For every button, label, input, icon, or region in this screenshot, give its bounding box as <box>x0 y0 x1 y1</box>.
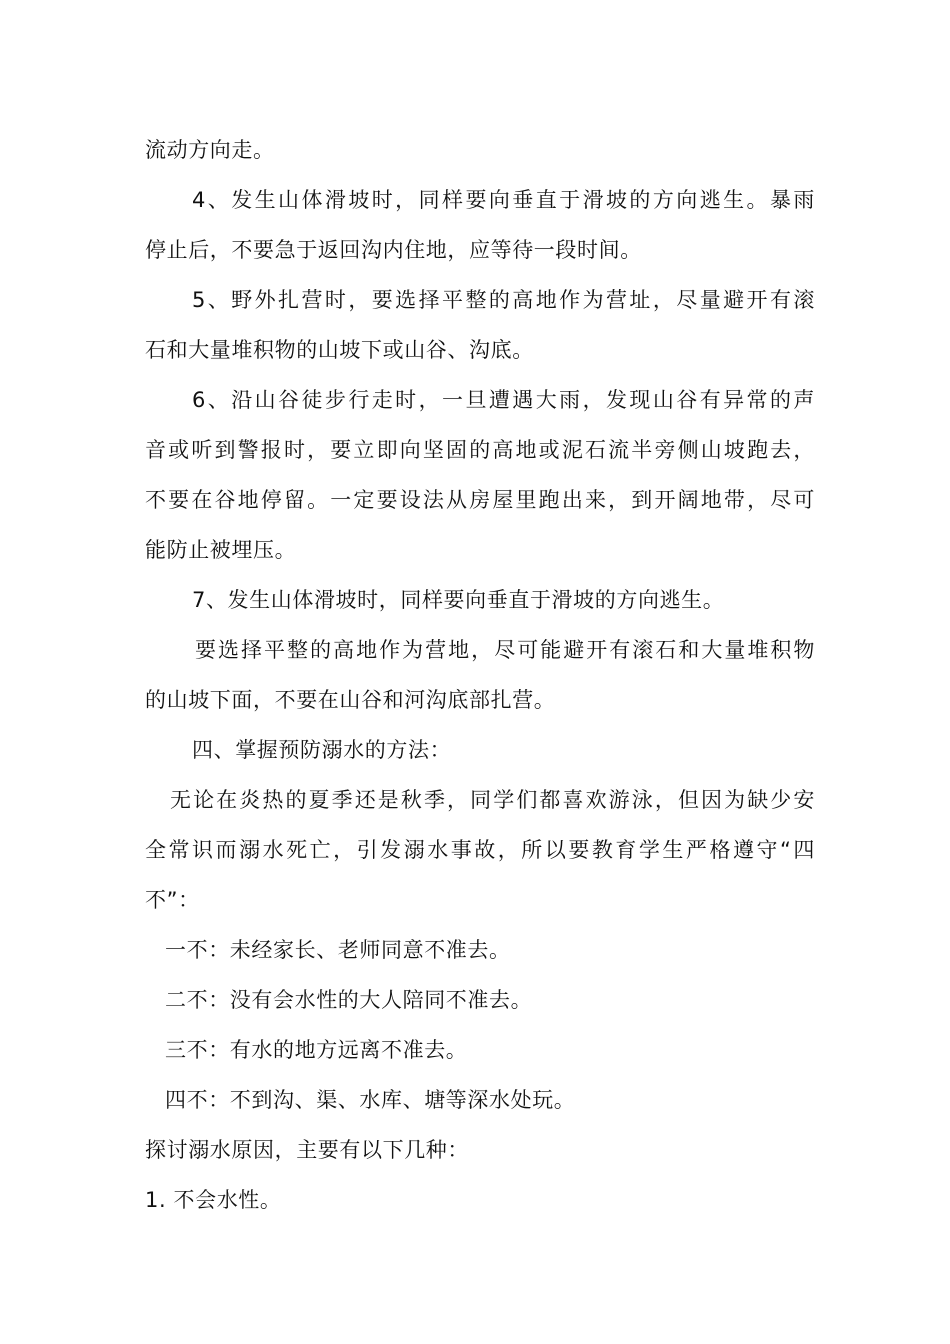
paragraph-line: 流动方向走。 <box>145 138 275 162</box>
paragraph-line: 全常识而溺水死亡，引发溺水事故，所以要教育学生严格遵守“四 <box>145 838 815 862</box>
paragraph-line: 不要在谷地停留。一定要设法从房屋里跑出来，到开阔地带，尽可 <box>145 488 815 512</box>
paragraph-line: 6、沿山谷徒步行走时，一旦遭遇大雨，发现山谷有异常的声 <box>192 388 815 412</box>
paragraph-line: 音或听到警报时，要立即向坚固的高地或泥石流半旁侧山坡跑去， <box>145 438 815 462</box>
paragraph-line: 7、发生山体滑坡时，同样要向垂直于滑坡的方向逃生。 <box>192 588 725 612</box>
paragraph-line: 探讨溺水原因，主要有以下几种： <box>145 1138 469 1162</box>
paragraph-line: 无论在炎热的夏季还是秋季，同学们都喜欢游泳，但因为缺少安 <box>170 788 815 812</box>
list-item: 二不：没有会水性的大人陪同不准去。 <box>165 988 533 1012</box>
paragraph-line: 不”： <box>145 888 200 912</box>
paragraph-line: 的山坡下面，不要在山谷和河沟底部扎营。 <box>145 688 556 712</box>
list-item: 三不：有水的地方远离不准去。 <box>165 1038 468 1062</box>
section-heading: 四、掌握预防溺水的方法： <box>192 738 452 762</box>
paragraph-line: 能防止被埋压。 <box>145 538 297 562</box>
paragraph-line: 要选择平整的高地作为营地，尽可能避开有滚石和大量堆积物 <box>195 638 815 662</box>
paragraph-line: 石和大量堆积物的山坡下或山谷、沟底。 <box>145 338 534 362</box>
paragraph-line: 4、发生山体滑坡时，同样要向垂直于滑坡的方向逃生。暴雨 <box>192 188 815 212</box>
list-item: 一不：未经家长、老师同意不准去。 <box>165 938 511 962</box>
list-item: 1. 不会水性。 <box>145 1188 282 1212</box>
list-item: 四不：不到沟、渠、水库、塘等深水处玩。 <box>165 1088 576 1112</box>
paragraph-line: 5、野外扎营时，要选择平整的高地作为营址，尽量避开有滚 <box>192 288 815 312</box>
paragraph-line: 停止后，不要急于返回沟内住地，应等待一段时间。 <box>145 238 642 262</box>
